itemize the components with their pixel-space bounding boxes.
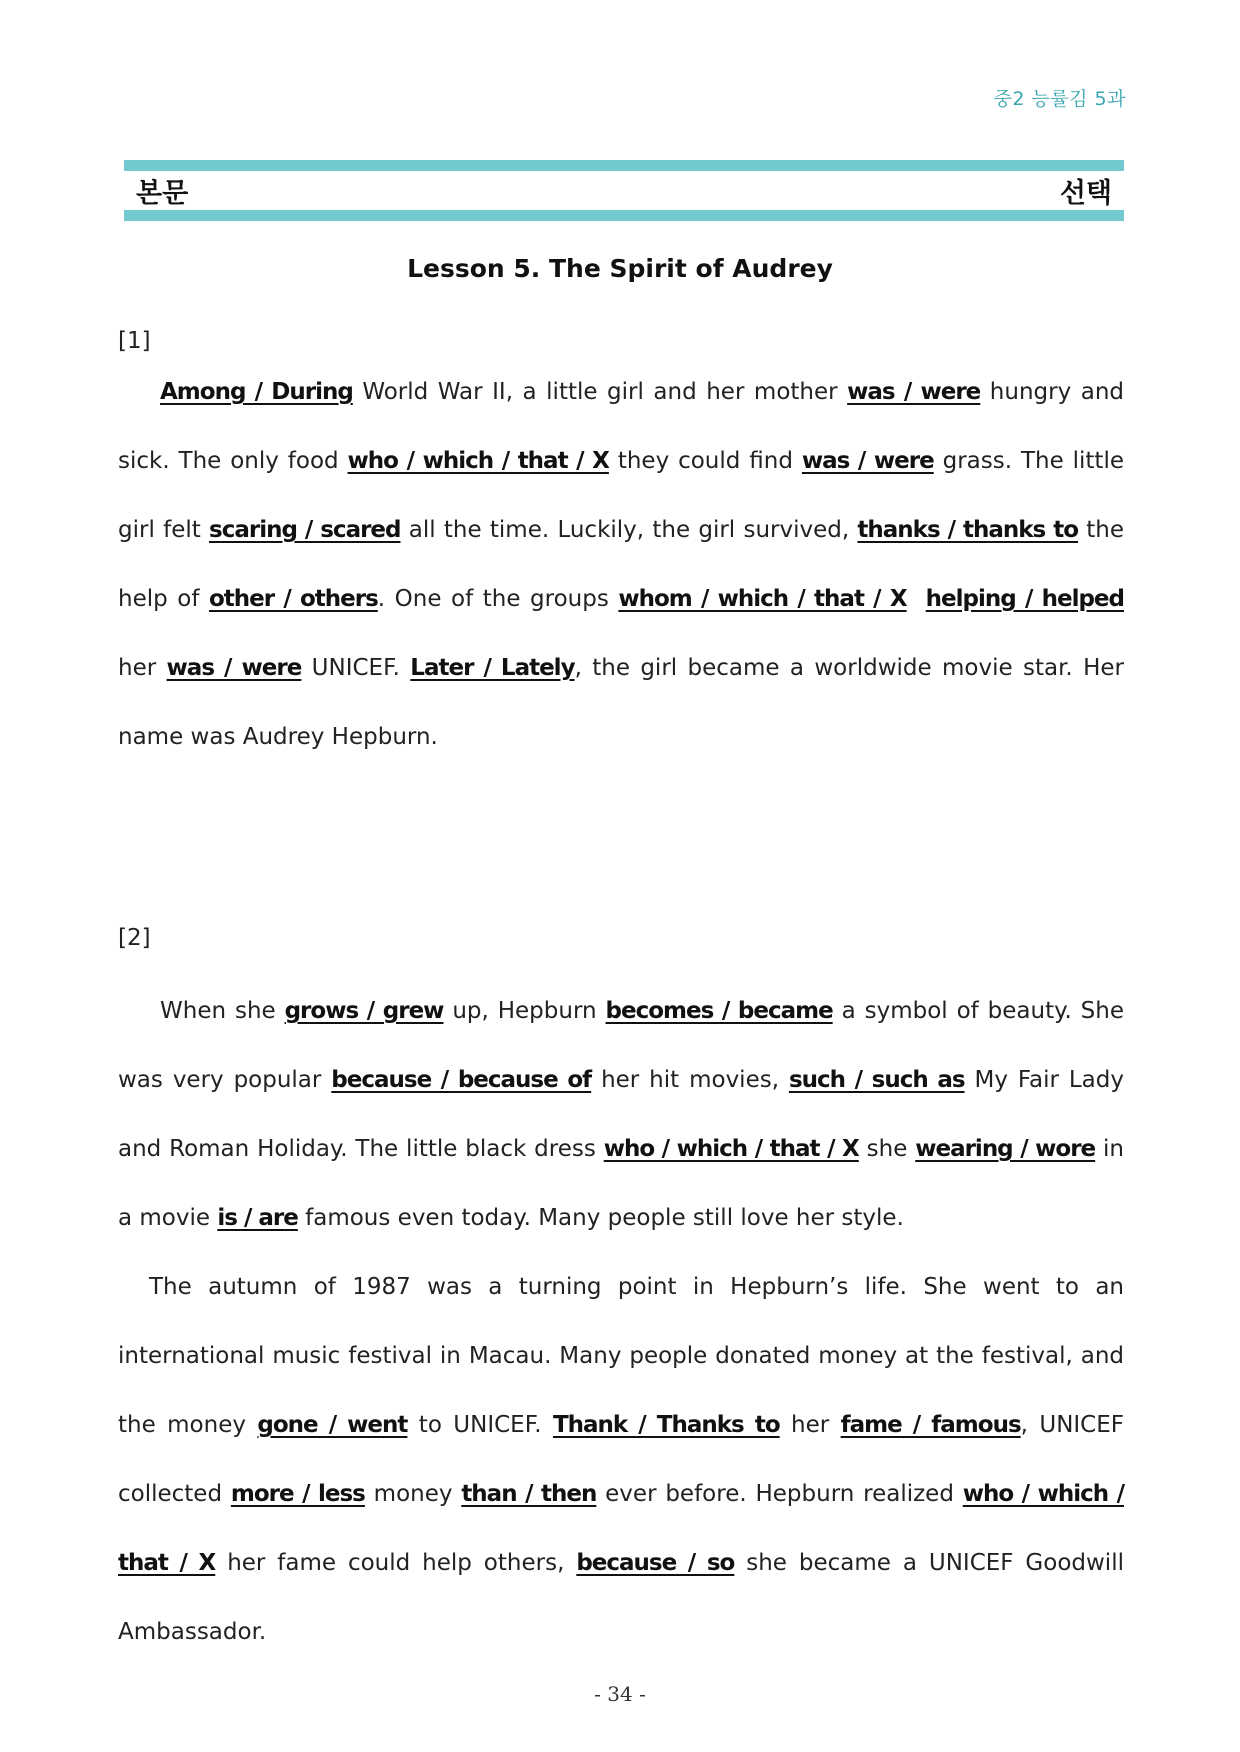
choice-23[interactable]: than / then [461,1481,597,1507]
choice-25[interactable]: because / so [576,1550,735,1576]
section-band-bottom [124,210,1124,221]
paragraph-label-2: [2] [118,925,151,951]
choice-3[interactable]: who / which / that / X [347,448,609,474]
paragraph-2a-text: When she grows / grew up, Hepburn becomes / became a symbol of beauty. She was very popular because / because of her hit movies, such / such as My Fair Lady and Roman Holiday. The little black dress who / which / that / X she wearing / wore in a movie is / are famous even today. Many people still love her style. [118,998,1124,1231]
choice-15[interactable]: such / such as [788,1067,965,1093]
choice-11[interactable]: Later / Lately [410,655,575,681]
choice-12[interactable]: grows / grew [284,998,444,1024]
header-tag: 중2 능률김 5과 [993,88,1126,110]
choice-4[interactable]: was / were [801,448,934,474]
choice-9[interactable]: helping / helped [925,586,1124,612]
choice-17[interactable]: wearing / wore [915,1136,1096,1162]
lesson-title: Lesson 5. The Spirit of Audrey [407,254,833,283]
choice-20[interactable]: Thank / Thanks to [552,1412,780,1438]
section-bar [124,171,1124,210]
paragraph-2b-text: The autumn of 1987 was a turning point in Hepburn’s life. She went to an international music festival in Macau. Many people donated money at the festival, and the money gone / went to UNICEF. Thank / Thanks to her fame / famous, UNICEF collected more / less money than / then ever before. Hepburn realized who / which / that / X her fame could help others, because / so she became a UNICEF Goodwill Ambassador. [118,1274,1125,1645]
choice-6[interactable]: thanks / thanks to [857,517,1078,543]
choice-18[interactable]: is / are [217,1205,298,1231]
choice-8[interactable]: whom / which / that / X [618,586,907,612]
choice-22[interactable]: more / less [230,1481,365,1507]
choice-16[interactable]: who / which / that / X [603,1136,859,1162]
section-band-top [124,160,1124,171]
section-label-left: 본문 [136,178,189,209]
choice-14[interactable]: because / because of [331,1067,592,1093]
choice-2[interactable]: was / were [847,379,981,405]
choice-10[interactable]: was / were [166,655,302,681]
paragraph-1 [118,358,1124,772]
choice-5[interactable]: scaring / scared [209,517,401,543]
choice-21[interactable]: fame / famous [840,1412,1021,1438]
choice-13[interactable]: becomes / became [605,998,833,1024]
choice-1[interactable]: Among / During [160,379,353,405]
choice-19[interactable]: gone / went [257,1412,408,1438]
section-label-right: 선택 [1059,178,1112,209]
choice-24[interactable]: who / which / that / X [118,1481,1125,1576]
paragraph-2 [118,977,1124,1667]
choice-7[interactable]: other / others [208,586,378,612]
page-number: - 34 - [594,1682,646,1706]
paragraph-label-1: [1] [118,328,151,354]
paragraph-1-text: Among / During World War II, a little girl and her mother was / were hungry and sick. The only food who / which / that / X they could find was / were grass. The little girl felt scaring / scared all the time. Luckily, the girl survived, thanks / thanks to the help of other / others. One of the groups whom / which / that / X helping / helped her was / were UNICEF. Later / Lately, the girl became a worldwide movie star. Her name was Audrey Hepburn. [118,379,1125,750]
